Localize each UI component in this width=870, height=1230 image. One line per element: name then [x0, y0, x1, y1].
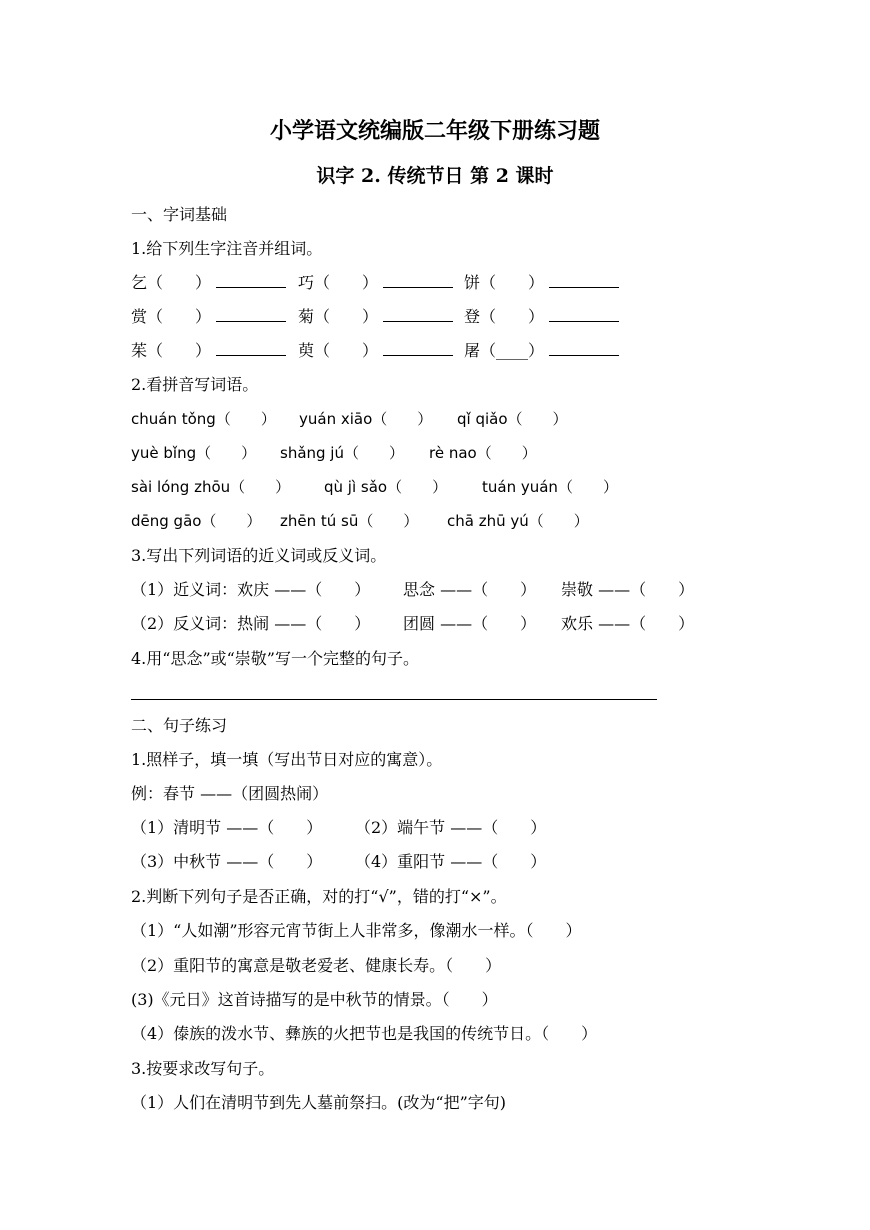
example-text: 例：春节 ——（团圆热闹）	[131, 784, 329, 803]
rewrite-item: （1）人们在清明节到先人墓前祭扫。(改为“把”字句)	[131, 1093, 507, 1112]
answer-blank[interactable]	[216, 286, 286, 288]
pinyin-item[interactable]: yuán xiāo（ ）	[299, 410, 433, 428]
true-false-item[interactable]: （1）“人如潮”形容元宵节街上人非常多，像潮水一样。（ ）	[131, 921, 582, 940]
true-false-item[interactable]: （2）重阳节的寓意是敬老爱老、健康长寿。（ ）	[131, 956, 502, 975]
question-prompt: 4.用“思念”或“崇敬”写一个完整的句子。	[131, 649, 419, 668]
festival-item[interactable]: （1）清明节 ——（ ）	[131, 818, 323, 837]
answer-blank[interactable]	[383, 286, 453, 288]
pinyin-item[interactable]: chuán tǒng（ ）	[131, 410, 276, 428]
character-item: 巧（ ）	[298, 272, 453, 294]
sentence-answer-line[interactable]	[131, 699, 657, 700]
pinyin-item[interactable]: sài lóng zhōu（ ）	[131, 478, 291, 496]
pinyin-item[interactable]: zhēn tú sū（ ）	[280, 512, 419, 530]
worksheet-title: 小学语文统编版二年级下册练习题	[269, 118, 600, 144]
festival-item[interactable]: （3）中秋节 ——（ ）	[131, 852, 323, 871]
character-item: 饼（ ）	[464, 272, 619, 294]
pinyin-item[interactable]: tuán yuán（ ）	[482, 478, 618, 496]
answer-blank[interactable]	[383, 354, 453, 356]
pinyin-item[interactable]: yuè bǐng（ ）	[131, 444, 257, 462]
pinyin-item[interactable]: qǐ qiǎo（ ）	[457, 410, 568, 428]
synonym-item[interactable]: 思念 ——（ ）	[403, 580, 537, 599]
question-prompt: 2.看拼音写词语。	[131, 375, 259, 394]
antonym-item[interactable]: 欢乐 ——（ ）	[561, 614, 695, 633]
antonym-item[interactable]: 团圆 ——（ ）	[403, 614, 537, 633]
character-item: 菊（ ）	[298, 306, 453, 328]
festival-item[interactable]: （4）重阳节 ——（ ）	[355, 852, 547, 871]
answer-blank[interactable]	[216, 320, 286, 322]
question-prompt: 2.判断下列句子是否正确，对的打“√”，错的打“×”。	[131, 887, 507, 906]
character-item: 登（ ）	[464, 306, 619, 328]
answer-blank[interactable]	[383, 320, 453, 322]
question-prompt: 1.给下列生字注音并组词。	[131, 239, 323, 258]
pinyin-item[interactable]: shǎng jú（ ）	[280, 444, 404, 462]
question-prompt: 3.写出下列词语的近义词或反义词。	[131, 546, 387, 565]
character-item: 赏（ ）	[131, 306, 286, 328]
answer-blank[interactable]	[549, 286, 619, 288]
character-item: 萸（ ）	[298, 340, 453, 362]
answer-blank[interactable]	[216, 354, 286, 356]
true-false-item[interactable]: （4）傣族的泼水节、彝族的火把节也是我国的传统节日。（ ）	[131, 1024, 598, 1043]
character-item: 乞（ ）	[131, 272, 286, 294]
pinyin-item[interactable]: chā zhū yú（ ）	[447, 512, 589, 530]
antonym-item[interactable]: （2）反义词：热闹 ——（ ）	[131, 614, 371, 633]
question-prompt: 1.照样子，填一填（写出节日对应的寓意）。	[131, 750, 443, 769]
section-heading: 一、字词基础	[131, 205, 228, 224]
festival-item[interactable]: （2）端午节 ——（ ）	[355, 818, 547, 837]
answer-blank[interactable]	[549, 320, 619, 322]
true-false-item[interactable]: (3)《元日》这首诗描写的是中秋节的情景。（ ）	[131, 990, 498, 1009]
pinyin-item[interactable]: qù jì sǎo（ ）	[324, 478, 448, 496]
synonym-item[interactable]: （1）近义词：欢庆 ——（ ）	[131, 580, 371, 599]
pinyin-item[interactable]: dēng gāo（ ）	[131, 512, 262, 530]
section-heading: 二、句子练习	[131, 716, 228, 735]
answer-blank[interactable]	[549, 354, 619, 356]
lesson-subtitle: 识字 2. 传统节日 第 2 课时	[316, 165, 554, 187]
pinyin-item[interactable]: rè nao（ ）	[429, 444, 537, 462]
question-prompt: 3.按要求改写句子。	[131, 1059, 275, 1078]
synonym-item[interactable]: 崇敬 ——（ ）	[561, 580, 695, 599]
character-item: 屠（____）	[464, 340, 619, 362]
character-item: 茱（ ）	[131, 340, 286, 362]
